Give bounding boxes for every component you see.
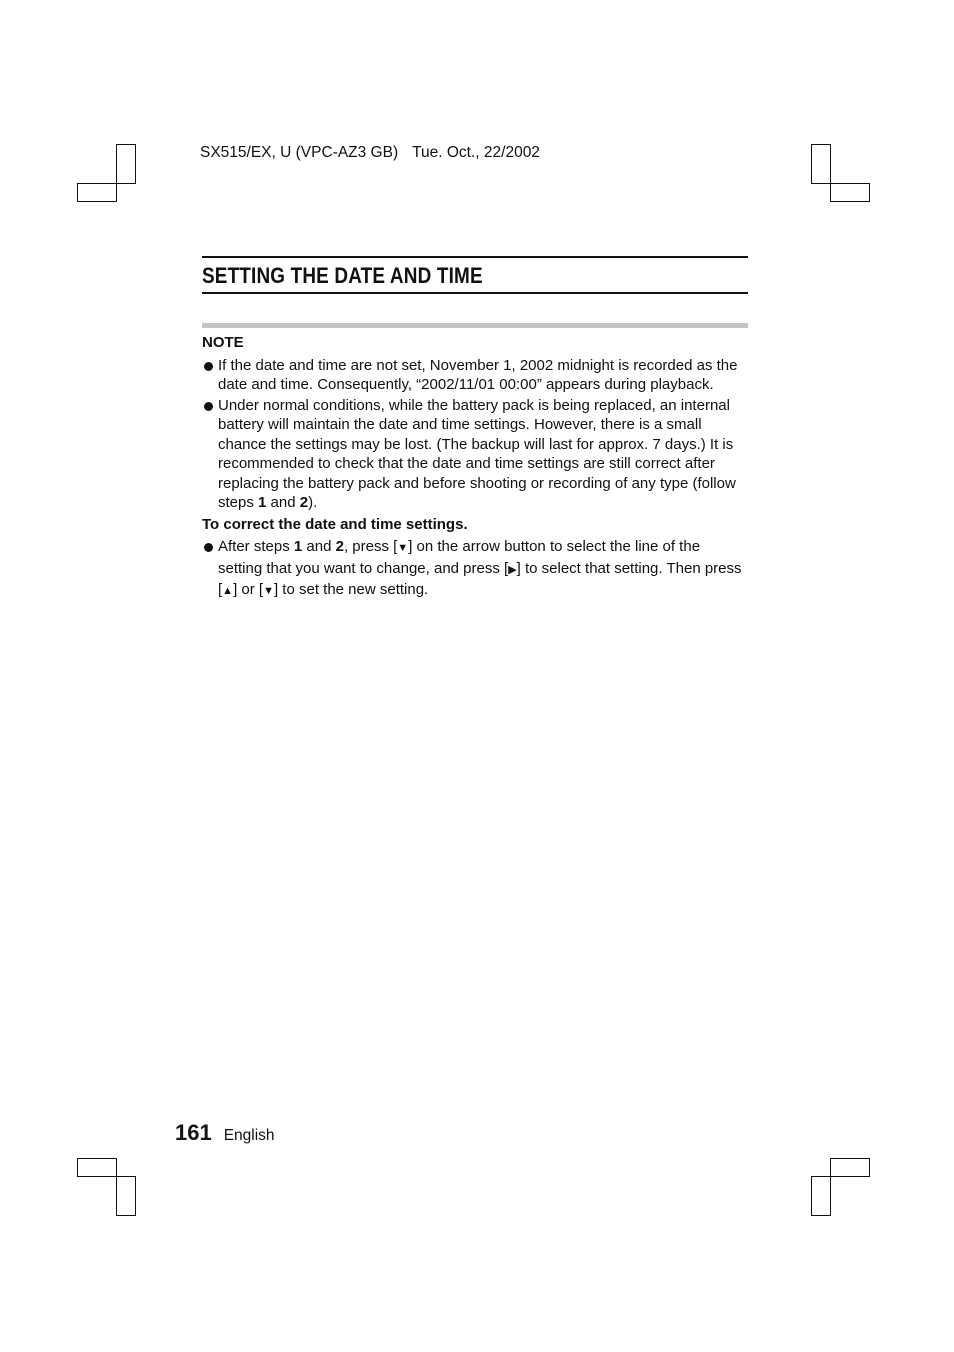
section-title-block <box>202 256 748 294</box>
note-bullet-1-text: If the date and time are not set, November 1, 2002 midnight is recorded as the date and time. Consequently, “2002/11/01 00:00” appears during playback. <box>218 356 738 393</box>
crop-mark-tr-vertical <box>811 144 831 184</box>
step-ref: 1 <box>258 494 267 511</box>
step-ref: 2 <box>299 494 309 511</box>
note-divider <box>202 323 748 328</box>
text: ). <box>308 494 318 511</box>
correct-heading: To correct the date and time settings. <box>202 515 468 533</box>
crop-mark-tl-horizontal <box>77 183 117 202</box>
print-header <box>200 144 540 162</box>
note-bullet-2 <box>202 396 748 513</box>
bullet-icon <box>204 402 213 411</box>
text: ] or [ <box>233 581 264 598</box>
right-arrow-icon: ▶ <box>508 563 517 576</box>
up-arrow-icon: ▲ <box>222 585 234 597</box>
section-title: SETTING THE DATE AND TIME <box>202 263 483 288</box>
step-ref: 2 <box>335 538 344 555</box>
text: After steps <box>218 538 294 555</box>
text: , press [ <box>343 538 398 555</box>
down-arrow-icon: ▼ <box>263 585 274 597</box>
crop-mark-br-vertical <box>811 1176 831 1216</box>
page-number: 161 <box>175 1120 212 1145</box>
down-arrow-icon: ▼ <box>397 542 409 554</box>
crop-mark-tr-horizontal <box>830 183 870 202</box>
note-bullet-1 <box>202 356 748 395</box>
note-bullet-2-text: Under normal conditions, while the battery pack is being replaced, an internal battery will maintain the date and time settings. However, there is a small chance the settings may be lost. (The backup will last for approx. 7 days.) It is recommended to check that the date and time settings are still correct after replacing the battery pack and before shooting or recording of any type (follow steps <box>218 396 736 511</box>
language-label: English <box>223 1127 275 1144</box>
print-date: Tue. Oct., 22/2002 <box>412 144 540 161</box>
bullet-icon <box>204 362 213 371</box>
text: ] to select that setting. Then press [ <box>218 559 742 598</box>
note-content <box>202 333 748 603</box>
model-label: SX515/EX, U (VPC-AZ3 GB) <box>200 144 399 161</box>
text: and <box>302 538 336 555</box>
bullet-icon <box>204 543 213 552</box>
correct-bullet <box>202 537 748 602</box>
crop-mark-bl-vertical <box>116 1176 136 1216</box>
text: ] to set the new setting. <box>273 581 429 598</box>
step-ref: 1 <box>293 538 303 555</box>
text: ] on the arrow button to select the line of the setting that you want to change, and press [ <box>218 538 701 577</box>
note-heading: NOTE <box>202 334 244 351</box>
text: and <box>266 494 300 511</box>
crop-mark-tl-vertical <box>116 144 136 184</box>
crop-mark-bl-horizontal <box>77 1158 117 1177</box>
page-footer <box>175 1120 275 1146</box>
crop-mark-br-horizontal <box>830 1158 870 1177</box>
